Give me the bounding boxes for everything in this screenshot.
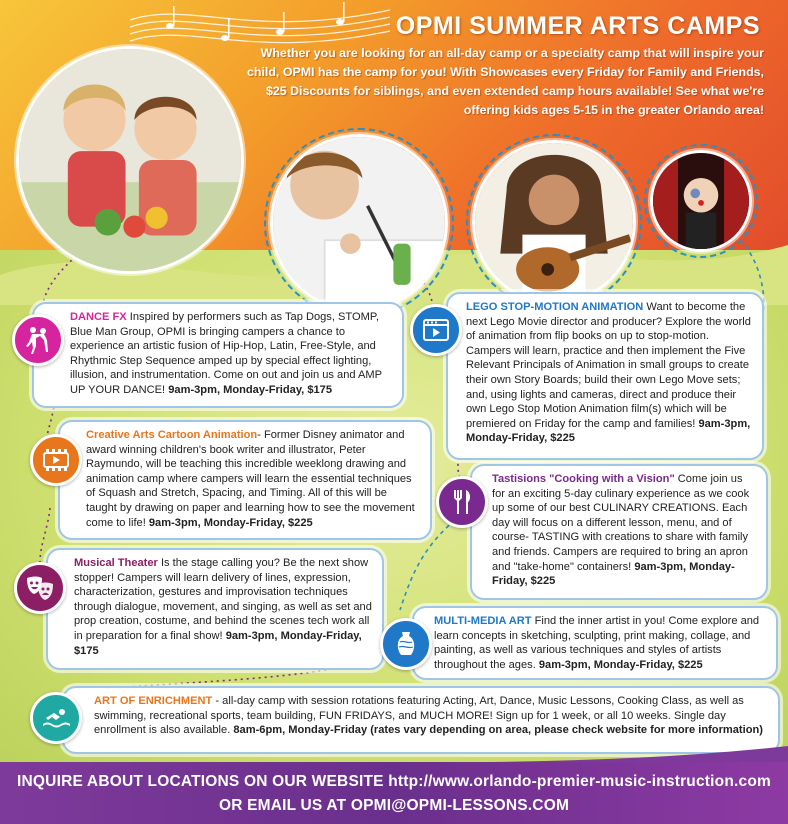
camp-description: Find the inner artist in you! Come explore and learn concepts in sketching, sculpting, print making, collage, and painting, as well as various techniques and styles of artists throughout the ages.: [434, 615, 760, 671]
camp-title: Musical Theater: [74, 557, 158, 569]
camp-schedule: 8am-6pm, Monday-Friday (rates vary depending on area, please check website for more information): [233, 724, 763, 737]
camp-description: - Former Disney animator and award winning children's book writer and illustrator, Peter Raymundo, will be teaching this incredible weeklong drawing and animation camp where campers will learn the essential techniques of Squash and Stretch, Spacing, and Timing. All of this will be taught by drawing on paper and learning how to see the movement come to life!: [86, 429, 415, 529]
camp-schedule: 9am-3pm, Monday-Friday, $225: [148, 516, 313, 529]
camp-title: ART OF ENRICHMENT: [94, 695, 213, 707]
video-player-icon: [410, 304, 462, 356]
photo-kid-drawing: [270, 134, 448, 312]
camp-card-cooking: [470, 464, 768, 600]
swimmer-icon: [30, 692, 82, 744]
photo-boy-theater: [650, 150, 752, 252]
camp-schedule: 9am-3pm, Monday-Friday, $225: [466, 417, 751, 445]
camp-schedule: 9am-3pm, Monday-Friday, $175: [74, 629, 362, 657]
camp-description: Want to become the next Lego Movie director and producer? Explore the world of animation from flip books on up to stop-motion. Campers will learn, practice and then implement the Five Relevant Principals of Animation in small groups to create their own Story Boards; build their own Lego Move sets; and, using lights and cameras, direct and produce their own Lego Stop Motion Animation film(s) which will be premiered on Friday for the camp and families!: [466, 301, 751, 430]
footer-website-line[interactable]: INQUIRE ABOUT LOCATIONS ON OUR WEBSITE http://www.orlando-premier-music-instruction.com: [17, 773, 771, 790]
camp-card-media: [412, 606, 778, 680]
camp-schedule: 9am-3pm, Monday-Friday, $225: [492, 560, 735, 588]
camp-card-dance: [32, 302, 404, 408]
film-reel-icon: [30, 434, 82, 486]
photo-kids-cooking: [16, 46, 244, 274]
footer-email-line[interactable]: OR EMAIL US AT OPMI@OPMI-LESSONS.COM: [218, 797, 570, 814]
camp-description: - all-day camp with session rotations featuring Acting, Art, Dance, Music Lessons, Cooking Class, as well as swimming, recreational sports, team building, FUN FRIDAYS, and MUCH MORE! Sign up for 1 week, or all 10 weeks. Single day enrollment is also available.: [94, 695, 744, 737]
camp-description: Come join us for an exciting 5-day culinary experience as we cook up some of our best CULINARY CREATIONS. Each day will focus on a different lesson, menu, and of course- TASTING with creations to share with family and friends. Campers are required to bring an apron and "take-home" containers!: [492, 473, 750, 573]
camp-description: Is the stage calling you? Be the next show stopper! Campers will learn delivery of lines, expression, characterization, gestures and improvisation techniques through dialogue, movement, and singing, as well as set and prop creation, costume, and behind the scenes tech work all in preparation for a final show!: [74, 557, 372, 642]
camp-title: Tastisions "Cooking with a Vision": [492, 473, 675, 485]
camp-title: MULTI-MEDIA ART: [434, 615, 532, 627]
footer: [0, 770, 788, 818]
fork-knife-icon: [436, 476, 488, 528]
photo-girl-guitar: [472, 140, 636, 304]
camp-card-musical: [46, 548, 384, 670]
theater-masks-icon: [14, 562, 66, 614]
camp-schedule: 9am-3pm, Monday-Friday, $175: [168, 383, 333, 396]
camp-title: DANCE FX: [70, 311, 127, 323]
camp-card-lego: [446, 292, 764, 460]
intro-paragraph: Whether you are looking for an all-day camp or a specialty camp that will inspire your child, OPMI has the camp for you! With Showcases every Friday for Family and Friends, $25 Discounts for siblings, and even extended camp hours available! See what we're offering kids ages 5-15 in the greater Orlando area!: [247, 46, 764, 117]
page-title: OPMI SUMMER ARTS CAMPS: [395, 12, 760, 40]
dancers-icon: [12, 314, 64, 366]
vase-icon: [380, 618, 432, 670]
camp-description: Inspired by performers such as Tap Dogs, STOMP, Blue Man Group, OPMI is bringing campers a chance to experience an artistic fusion of Hip-Hop, Latin, Free-Style, and Rhythmic Step Sequence amped up by special effect lighting, illusion, and instrumentation. Come on out and join us and AMP UP YOUR DANCE!: [70, 311, 382, 396]
camp-schedule: 9am-3pm, Monday-Friday, $225: [538, 658, 703, 671]
camp-title: Creative Arts Cartoon Animation: [86, 429, 258, 441]
camp-card-cartoon: [58, 420, 432, 540]
camp-title: LEGO STOP-MOTION ANIMATION: [466, 301, 644, 313]
